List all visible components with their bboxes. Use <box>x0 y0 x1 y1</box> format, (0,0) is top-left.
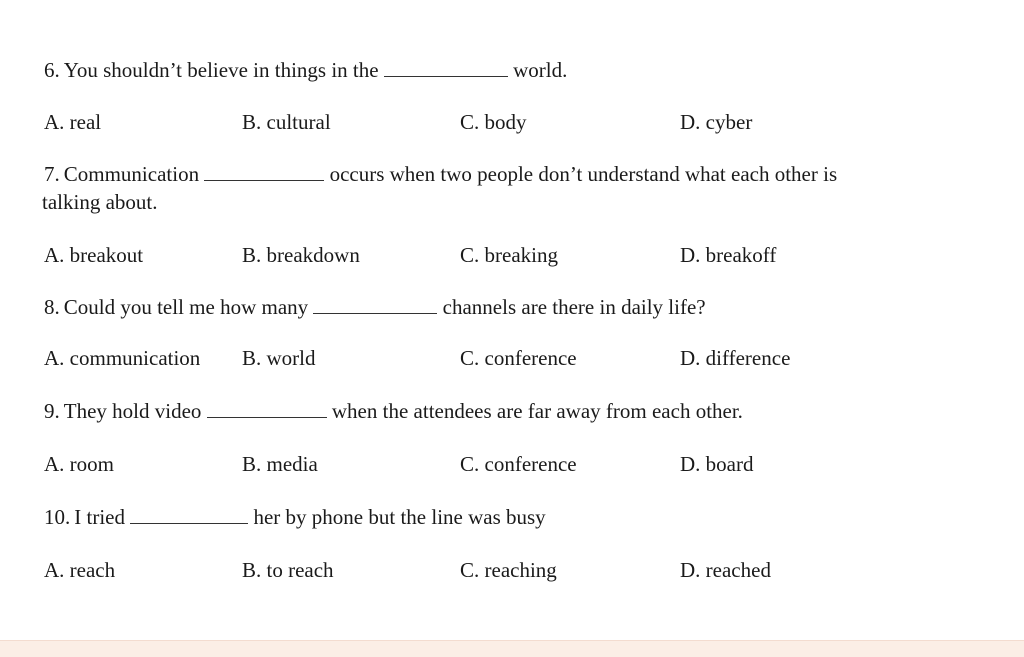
option-d: D. reached <box>680 558 771 582</box>
option-c: C. breaking <box>460 243 558 267</box>
option-d: D. difference <box>680 346 791 370</box>
option-b: B. cultural <box>242 110 331 134</box>
question-text-before: Could you tell me how many <box>63 295 309 319</box>
option-b: B. breakdown <box>242 243 360 267</box>
question-text-before: I tried <box>74 505 125 529</box>
question-number: 10. <box>44 505 71 529</box>
question-9 <box>44 397 743 425</box>
question-7-continued <box>42 188 157 216</box>
question-7 <box>44 160 837 188</box>
option-a: A. communication <box>44 346 201 370</box>
question-text-before: You shouldn’t believe in things in the <box>63 58 379 82</box>
answer-blank <box>384 58 508 77</box>
option-c: C. reaching <box>460 558 557 582</box>
option-a: A. breakout <box>44 243 144 267</box>
question-text-after: world. <box>513 58 568 82</box>
option-b: B. media <box>242 452 318 476</box>
option-b: B. to reach <box>242 558 334 582</box>
question-text-after: when the attendees are far away from each other. <box>331 399 743 423</box>
page-bottom-band <box>0 640 1024 657</box>
answer-blank <box>207 399 327 418</box>
option-d: D. breakoff <box>680 243 777 267</box>
option-a: A. real <box>44 110 102 134</box>
question-number: 8. <box>44 295 60 319</box>
question-8 <box>44 293 706 321</box>
answer-blank <box>130 505 248 524</box>
question-number: 9. <box>44 399 60 423</box>
option-a: A. room <box>44 452 114 476</box>
option-c: C. conference <box>460 452 577 476</box>
option-a: A. reach <box>44 558 116 582</box>
question-text-after-line2: talking about. <box>42 190 158 214</box>
option-c: C. body <box>460 110 527 134</box>
question-text-before: They hold video <box>63 399 202 423</box>
option-c: C. conference <box>460 346 577 370</box>
answer-blank <box>313 295 437 314</box>
question-text-after: occurs when two people don’t understand what each other is <box>329 162 838 186</box>
question-6 <box>44 56 567 84</box>
question-text-after: channels are there in daily life? <box>442 295 706 319</box>
option-d: D. cyber <box>680 110 753 134</box>
option-d: D. board <box>680 452 754 476</box>
question-text-before: Communication <box>63 162 200 186</box>
question-number: 7. <box>44 162 60 186</box>
question-10 <box>44 503 546 531</box>
question-text-after: her by phone but the line was busy <box>253 505 546 529</box>
answer-blank <box>204 162 324 181</box>
question-number: 6. <box>44 58 60 82</box>
option-b: B. world <box>242 346 316 370</box>
